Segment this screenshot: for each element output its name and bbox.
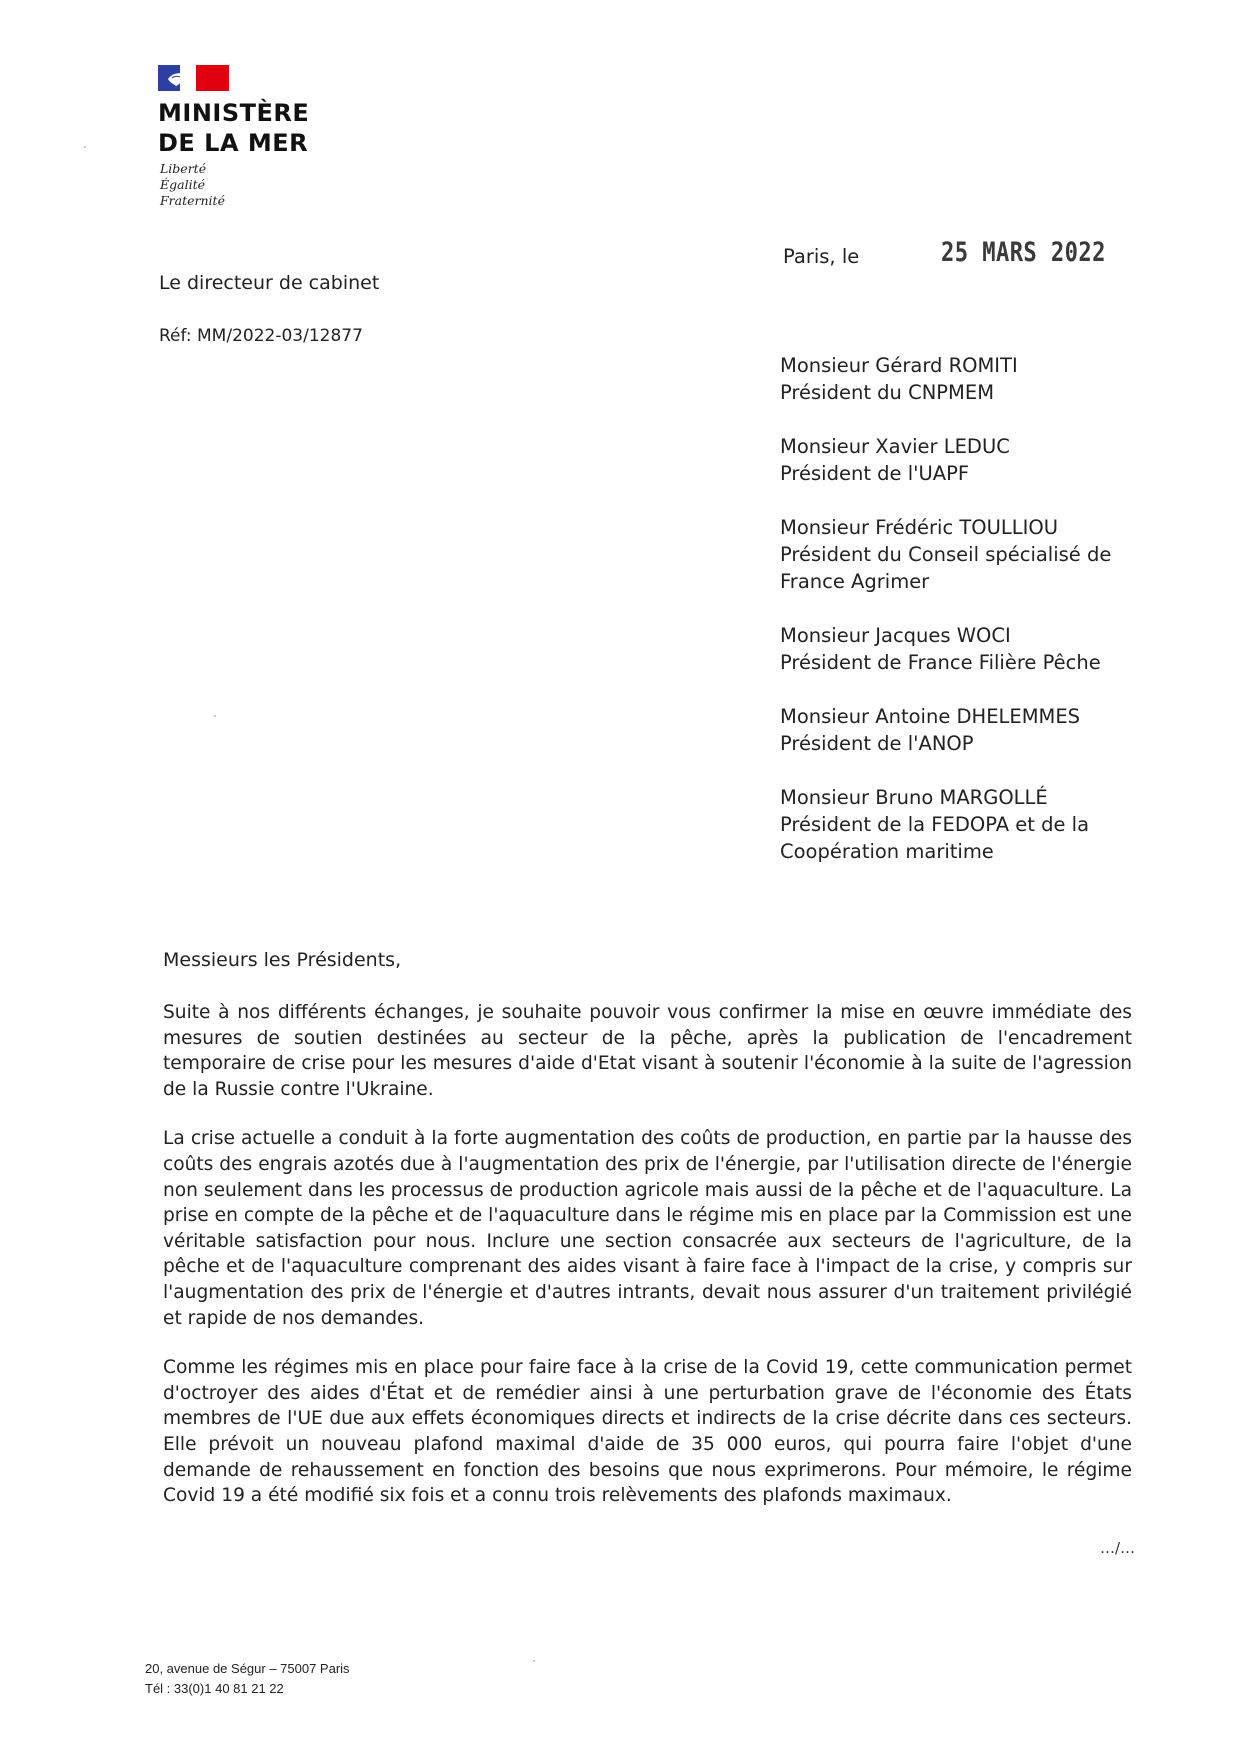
footer-phone: Tél : 33(0)1 40 81 21 22 [145,1681,284,1696]
body-paragraph: Suite à nos différents échanges, je souhaite pouvoir vous confirmer la mise en œuvre immédiate des mesures de soutien destinées au secteur de la pêche, après la publication de l'encadrement temporaire de crise pour les mesures d'aide d'Etat visant à soutenir l'économie à la suite de l'agression de la Russie contre l'Ukraine. [163,1002,1132,1100]
recipient-title: Président de la FEDOPA et de la [780,813,1090,836]
recipient [780,784,1170,865]
ministry-name-line2: DE LA MER [158,129,309,157]
ministry-name-line1: MINISTÈRE [158,99,310,127]
scan-speck [214,715,216,717]
motto-egalite: Égalité [160,177,205,192]
date-place: Paris, le [783,245,860,268]
recipient-name: Monsieur Frédéric TOULLIOU [780,516,1059,539]
letter-body [163,1000,1132,1533]
body-paragraph: La crise actuelle a conduit à la forte augmentation des coûts de production, en partie par la hausse des coûts des engrais azotés due à l'augmentation des prix de l'énergie, par l'utilisation directe de l'énergie non seulement dans les processus de production agricole mais aussi de la pêche et de l'aquaculture. La prise en compte de la pêche et de l'aquaculture dans le régime mis en place par la Commission est une véritable satisfaction pour nous. Inclure une section consacrée aux secteurs de l'agriculture, de la pêche et de l'aquaculture comprenant des aides visant à faire face à l'impact de la crise, y compris sur l'augmentation des prix de l'énergie et d'autres intrants, devait nous assurer d'un traitement privilégié et rapide de nos demandes. [163,1128,1132,1329]
recipients-block [780,352,1170,892]
recipient [780,622,1170,676]
recipient-title: Président de l'UAPF [780,462,970,485]
recipient [780,352,1170,406]
marianne-logo-icon [158,65,229,91]
reference-number: Réf: MM/2022-03/12877 [159,326,363,346]
recipient-name: Monsieur Bruno MARGOLLÉ [780,786,1048,809]
recipient-title: France Agrimer [780,570,930,593]
republic-motto [160,161,225,209]
recipient-title: Président du Conseil spécialisé de [780,543,1112,566]
recipient-title: Président de France Filière Pêche [780,651,1101,674]
recipient-name: Monsieur Jacques WOCI [780,624,1011,647]
date-stamp: 25 MARS 2022 [941,237,1106,268]
recipient [780,703,1170,757]
recipient-title: Président de l'ANOP [780,732,974,755]
continuation-mark: …/… [1100,1539,1136,1557]
recipient-name: Monsieur Xavier LEDUC [780,435,1010,458]
motto-liberte: Liberté [160,161,207,176]
recipient-title: Coopération maritime [780,840,994,863]
footer-contact [145,1659,350,1699]
scan-speck [533,1660,535,1662]
body-paragraph: Comme les régimes mis en place pour faire face à la crise de la Covid 19, cette communication permet d'octroyer des aides d'État et de remédier ainsi à une perturbation grave de l'économie des États membres de l'UE due aux effets économiques directs et indirects de la crise décrite dans ces secteurs. Elle prévoit un nouveau plafond maximal d'aide de 35 000 euros, qui pourra faire l'objet d'une demande de rehaussement en fonction des besoins que nous exprimerons. Pour mémoire, le régime Covid 19 a été modifié six fois et a connu trois relèvements des plafonds maximaux. [163,1357,1132,1507]
ministry-name [158,98,309,158]
footer-address: 20, avenue de Ségur – 75007 Paris [145,1661,350,1676]
sender-department: Le directeur de cabinet [159,272,380,294]
recipient-name: Monsieur Antoine DHELEMMES [780,705,1081,728]
recipient [780,433,1170,487]
recipient-name: Monsieur Gérard ROMITI [780,354,1018,377]
motto-fraternite: Fraternité [160,193,225,208]
salutation: Messieurs les Présidents, [163,949,402,971]
recipient [780,514,1170,595]
scan-speck [84,146,86,148]
recipient-title: Président du CNPMEM [780,381,995,404]
